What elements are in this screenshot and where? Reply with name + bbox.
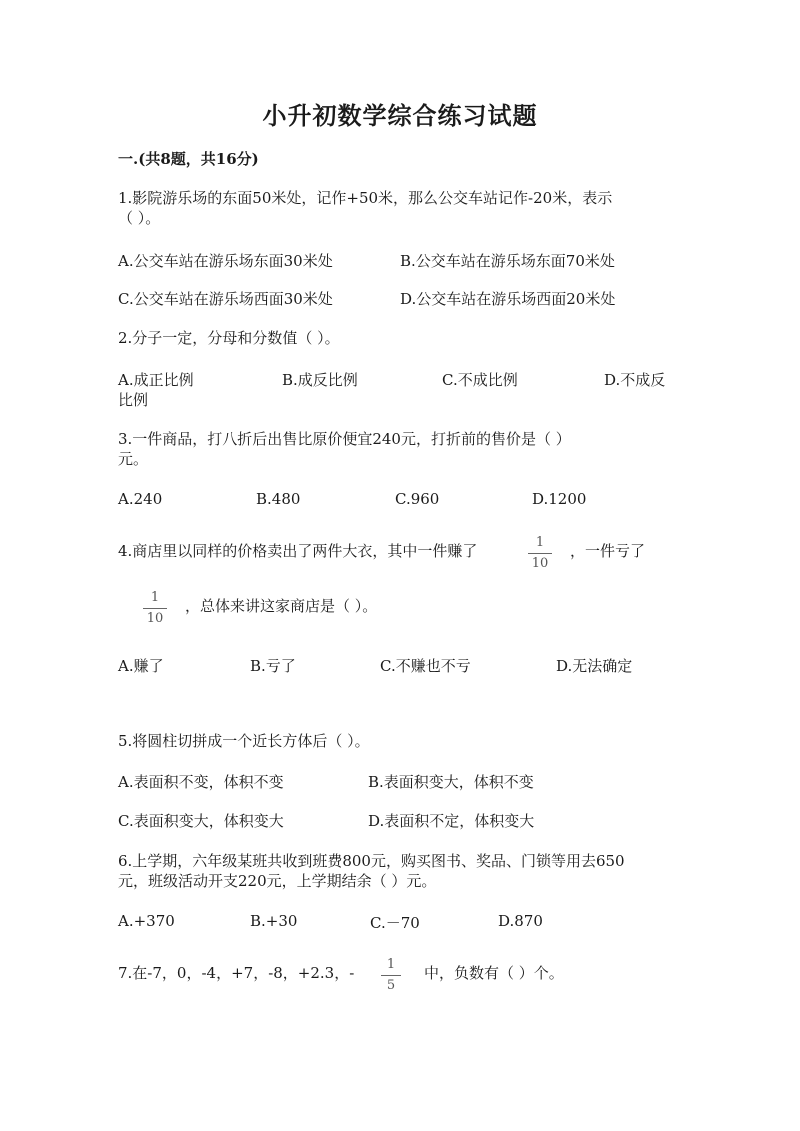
q2-option-d: D.不成反 <box>604 371 666 389</box>
q7-fraction-denominator: 5 <box>386 978 396 993</box>
q4-text-part1: 4.商店里以同样的价格卖出了两件大衣，其中一件赚了 <box>118 542 478 560</box>
q6-option-a: A.+370 <box>118 912 175 930</box>
q1-option-a: A.公交车站在游乐场东面30米处 <box>118 252 333 270</box>
q5-option-b: B.表面积变大，体积不变 <box>368 773 534 791</box>
q2-option-b: B.成反比例 <box>282 371 358 389</box>
q4-fraction-2-denominator: 10 <box>146 611 164 626</box>
q1-option-b: B.公交车站在游乐场东面70米处 <box>400 252 615 270</box>
q4-text-part3: ，总体来讲这家商店是（ ）。 <box>185 597 378 615</box>
q4-text-part2: ，一件亏了 <box>570 542 646 560</box>
q5-option-c: C.表面积变大，体积变大 <box>118 812 284 830</box>
q6-option-b: B.+30 <box>250 912 298 930</box>
q4-fraction-1 <box>528 535 552 572</box>
q3-option-c: C.960 <box>395 490 440 508</box>
q4-fraction-1-denominator: 10 <box>531 556 549 571</box>
q1-option-d: D.公交车站在游乐场西面20米处 <box>400 290 616 308</box>
q3-option-a: A.240 <box>118 490 163 508</box>
q3-option-b: B.480 <box>256 490 301 508</box>
q6-line2: 元，班级活动开支220元，上学期结余（ ）元。 <box>118 872 437 890</box>
fraction-bar <box>381 975 401 976</box>
q4-option-d: D.无法确定 <box>556 657 633 675</box>
q2-option-a: A.成正比例 <box>118 371 194 389</box>
q4-fraction-1-numerator: 1 <box>535 535 545 550</box>
fraction-bar <box>528 553 552 554</box>
q6-option-d: D.870 <box>498 912 543 930</box>
q7-text-part1: 7.在-7，0，-4，+7，-8，+2.3，- <box>118 964 355 982</box>
q7-fraction <box>381 957 401 994</box>
q1-option-c: C.公交车站在游乐场西面30米处 <box>118 290 333 308</box>
section-heading: 一.(共8题，共16分) <box>118 150 259 168</box>
q1-line2: （ ）。 <box>118 209 161 227</box>
fraction-bar <box>143 608 167 609</box>
q3-line1: 3.一件商品，打八折后出售比原价便宜240元，打折前的售价是（ ） <box>118 430 571 448</box>
q4-option-b: B.亏了 <box>250 657 296 675</box>
q2-text: 2.分子一定，分母和分数值（ ）。 <box>118 329 340 347</box>
q5-text: 5.将圆柱切拼成一个近长方体后（ ）。 <box>118 732 370 750</box>
q4-fraction-2-numerator: 1 <box>150 590 160 605</box>
q4-fraction-2 <box>143 590 167 627</box>
q1-line1: 1.影院游乐场的东面50米处，记作+50米，那么公交车站记作-20米，表示 <box>118 189 613 207</box>
q5-option-d: D.表面积不定，体积变大 <box>368 812 535 830</box>
q6-option-c: C.－70 <box>370 914 420 932</box>
q7-fraction-numerator: 1 <box>386 957 396 972</box>
q7-text-part2: 中，负数有（ ）个。 <box>424 964 564 982</box>
q5-option-a: A.表面积不变，体积不变 <box>118 773 284 791</box>
q3-option-d: D.1200 <box>532 490 587 508</box>
q2-option-d-cont: 比例 <box>118 391 149 409</box>
q6-line1: 6.上学期，六年级某班共收到班费800元，购买图书、奖品、门锁等用去650 <box>118 852 625 870</box>
q4-option-a: A.赚了 <box>118 657 164 675</box>
q3-line2: 元。 <box>118 450 149 468</box>
q4-option-c: C.不赚也不亏 <box>380 657 471 675</box>
q2-option-c: C.不成比例 <box>442 371 518 389</box>
page-title: 小升初数学综合练习试题 <box>262 101 538 130</box>
